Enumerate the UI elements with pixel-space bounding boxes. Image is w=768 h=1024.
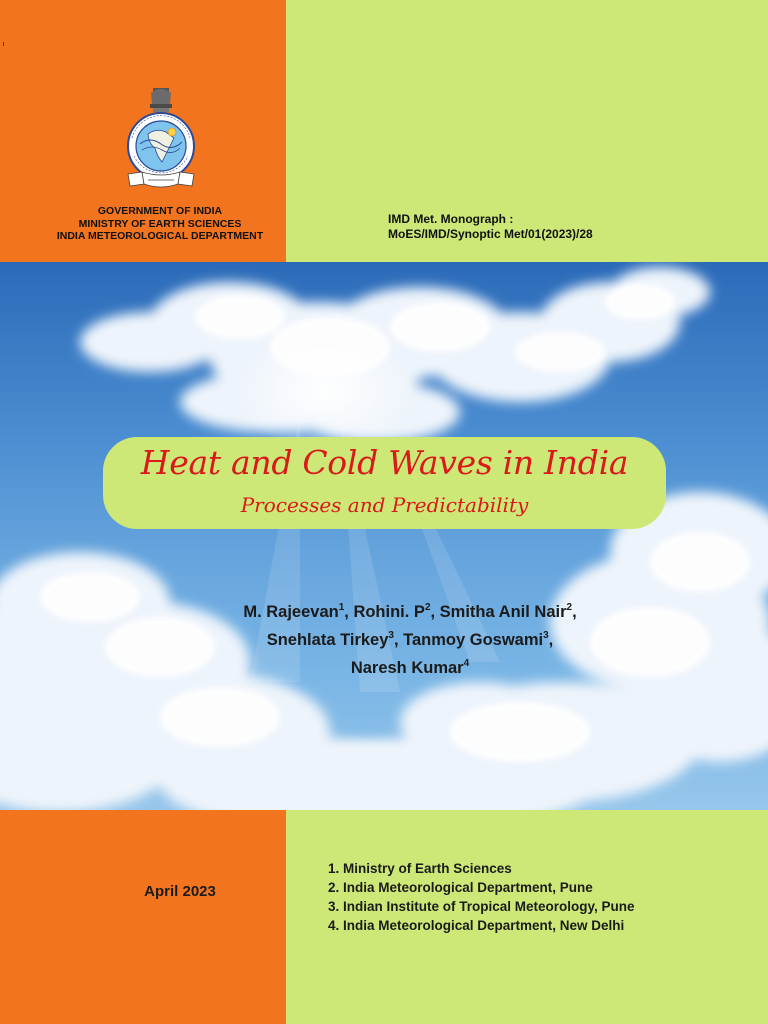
author-affiliation-number: 1 [338,602,345,613]
sky-photo [0,262,768,810]
author-affiliation-number: 4 [463,658,470,669]
clouds-illustration [0,262,768,810]
author-line [120,626,700,654]
monograph-label: IMD Met. Monograph : [388,212,514,226]
author-name: Naresh Kumar [350,659,464,677]
author-separator: , [393,631,404,649]
org-line: INDIA METEOROLOGICAL DEPARTMENT [56,230,264,242]
author-affiliation-number: 3 [543,630,549,641]
author-affiliation-number: 2 [566,602,573,613]
org-line: MINISTRY OF EARTH SCIENCES [78,217,242,230]
author-name: Smitha Anil Nair [439,603,567,621]
author-name: Snehlata Tirkey [266,631,389,649]
title-banner [103,437,666,529]
author-list [120,598,700,682]
author-line [120,654,700,682]
publication-date: April 2023 [144,883,216,900]
author-line [120,598,700,626]
imd-emblem-icon [122,86,200,198]
affiliation-item: 1. Ministry of Earth Sciences [328,861,512,876]
organization-block [30,205,290,243]
author-separator: , [548,631,554,649]
document-title: Heat and Cold Waves in India [140,443,629,482]
crop-mark [3,42,4,46]
author-affiliation-number: 2 [424,602,431,613]
author-name: Rohini. P [353,603,425,621]
orange-footer-panel [0,810,286,1024]
author-separator: , [572,603,577,621]
affiliation-item: 2. India Meteorological Department, Pune [328,880,593,895]
monograph-id [388,212,593,242]
author-name: Tanmoy Goswami [403,631,544,649]
org-line: GOVERNMENT OF INDIA [97,205,223,217]
author-separator: , [344,603,354,621]
author-separator: , [430,603,440,621]
affiliation-list [328,859,635,935]
monograph-number: MoES/IMD/Synoptic Met/01(2023)/28 [388,227,593,241]
author-name: M. Rajeevan [243,603,339,621]
affiliation-item: 3. Indian Institute of Tropical Meteorology, Pune [328,899,635,914]
affiliation-item: 4. India Meteorological Department, New Delhi [328,918,625,933]
author-affiliation-number: 3 [388,630,394,641]
document-subtitle: Processes and Predictability [240,493,529,517]
